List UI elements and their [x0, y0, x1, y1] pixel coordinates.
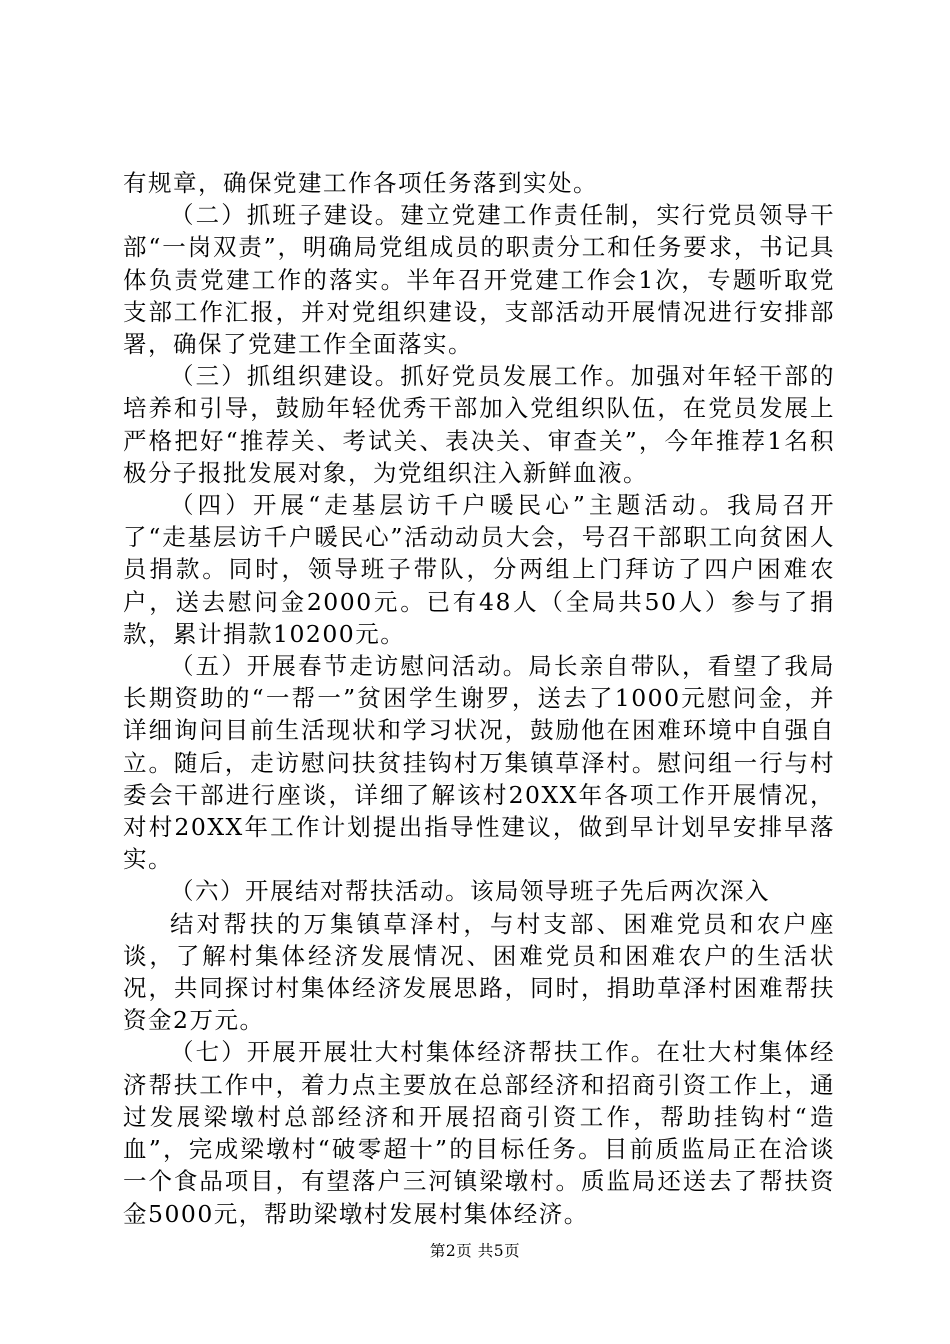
paragraph-collective-economy: （七）开展开展壮大村集体经济帮扶工作。在壮大村集体经济帮扶工作中，着力点主要放在总部经济和招商引资工作上，通过发展梁墩村总部经济和开展招商引资工作，帮助挂钩村“造血”，完成梁墩村“破零超十”的目标任务。目前质监局正在洽谈一个食品项目，有望落户三河镇梁墩村。质监局还送去了帮扶资金5000元，帮助梁墩村发展村集体经济。 [123, 1038, 835, 1228]
paragraph-paired-assistance-heading: （六）开展结对帮扶活动。该局领导班子先后两次深入 [170, 877, 770, 906]
page-footer: 第2页 共5页 [429, 1242, 521, 1260]
paragraph-organization-building: （三）抓组织建设。抓好党员发展工作。加强对年轻干部的培养和引导，鼓励年轻优秀干部加入党组织队伍，在党员发展上严格把好“推荐关、考试关、表决关、审查关”，今年推荐1名积极分子报批发展对象，为党组织注入新鲜血液。 [123, 362, 835, 487]
document-body [123, 167, 835, 1230]
paragraph-continuation: 有规章，确保党建工作各项任务落到实处。 [123, 169, 598, 197]
paragraph-paired-assistance-body: 结对帮扶的万集镇草泽村，与村支部、困难党员和农户座谈，了解村集体经济发展情况、困难党员和困难农户的生活状况，共同探讨村集体经济发展思路，同时，捐助草泽村困难帮扶资金2万元。 [123, 909, 835, 1035]
paragraph-spring-festival-visit: （五）开展春节走访慰问活动。局长亲自带队，看望了我局长期资助的“一帮一”贫困学生谢罗，送去了1000元慰问金，并详细询问目前生活现状和学习状况，鼓励他在困难环境中自强自立。随后，走访慰问扶贫挂钩村万集镇草泽村。慰问组一行与村委会干部进行座谈，详细了解该村20XX年各项工作开展情况，对村20XX年工作计划提出指导性建议，做到早计划早安排早落实。 [123, 652, 835, 874]
paragraph-team-building: （二）抓班子建设。建立党建工作责任制，实行党员领导干部“一岗双责”，明确局党组成员的职责分工和任务要求，书记具体负责党建工作的落实。半年召开党建工作会1次，专题听取党支部工作汇报，并对党组织建设，支部活动开展情况进行安排部署，确保了党建工作全面落实。 [123, 201, 835, 359]
paragraph-grassroots-activity: （四）开展“走基层访千户暖民心”主题活动。我局召开了“走基层访千户暖民心”活动动员大会，号召干部职工向贫困人员捐款。同时，领导班子带队，分两组上门拜访了四户困难农户，送去慰问金2000元。已有48人（全局共50人）参与了捐款，累计捐款10200元。 [123, 491, 835, 648]
